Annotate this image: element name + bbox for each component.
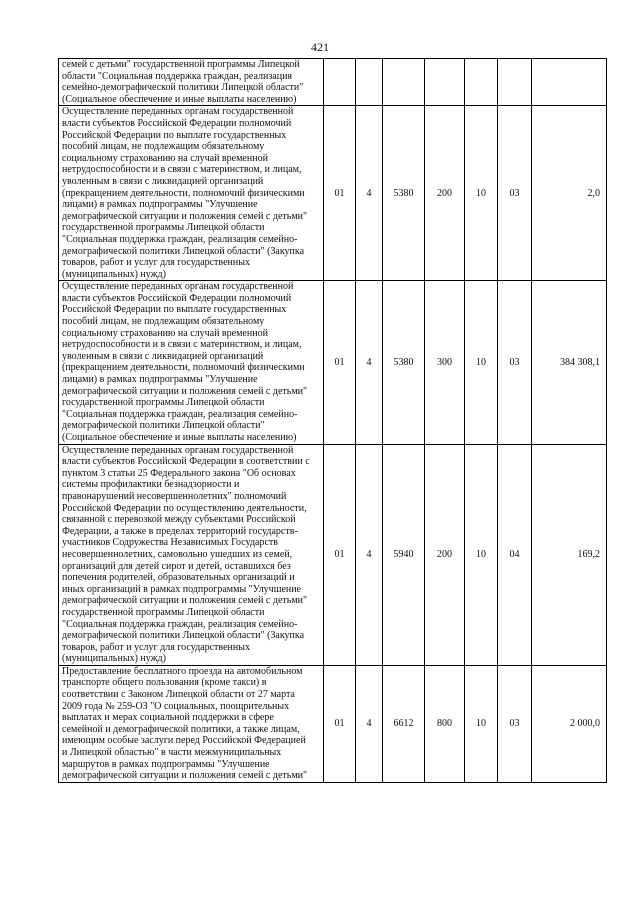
code-program-cell (356, 59, 383, 106)
description-line: демографической ситуации и положения семей с детьми" (62, 770, 308, 782)
description-line: (Социальное обеспечение и иные выплаты населению) (62, 93, 297, 105)
code-item-cell: 5940 (383, 444, 425, 665)
description-line: несовершеннолетних, самовольно ушедших из семей, (62, 548, 293, 560)
amount-cell: 384 308,1 (532, 281, 607, 444)
code-item-cell (383, 59, 425, 106)
description-line: (муниципальных) нужд) (62, 653, 166, 665)
code-program-cell: 4 (356, 665, 383, 782)
budget-table-body (59, 59, 607, 783)
description-line: Предоставление бесплатного проезда на автомобильном (62, 665, 303, 677)
description-line: демографической ситуации и положения семей с детьми" (62, 595, 308, 607)
code-ministry-cell: 01 (324, 444, 356, 665)
section-cell: 10 (465, 444, 498, 665)
expense-type-cell (425, 59, 465, 106)
description-line: организаций для детей сирот и детей, оставшихся без (62, 560, 291, 572)
description-line: власти субъектов Российской Федерации полномочий (62, 117, 292, 129)
description-line: Федерации, а также в пределах территорий государств- (62, 525, 298, 537)
description-line: выплатах и мерах социальной поддержки в сфере (62, 712, 274, 724)
description-line: Российской Федерации по выплате государственных (62, 304, 287, 316)
code-program-cell: 4 (356, 106, 383, 281)
code-ministry-cell: 01 (324, 281, 356, 444)
subsection-cell: 04 (498, 444, 532, 665)
description-line: товаров, работ и услуг для государственных (62, 257, 250, 269)
row-description (59, 281, 324, 444)
code-ministry-cell: 01 (324, 106, 356, 281)
description-line: Российской Федерации по осуществлению деятельности, (62, 502, 307, 514)
description-line: "Социальная поддержка граждан, реализация семейно- (62, 233, 298, 245)
section-cell: 10 (465, 281, 498, 444)
description-line: правонарушений несовершеннолетних" полномочий (62, 490, 287, 502)
table-row (59, 444, 607, 665)
description-line: (муниципальных) нужд) (62, 268, 166, 280)
description-line: пособий лицам, не подлежащим обязательному (62, 316, 265, 328)
description-line: (Социальное обеспечение и иные выплаты населению) (62, 432, 297, 443)
description-line: иных организаций в рамках подпрограммы "Улучшение (62, 583, 301, 595)
description-line: семейной и демографической политики, а также лицам, (62, 723, 300, 735)
subsection-cell: 03 (498, 106, 532, 281)
amount-cell: 169,2 (532, 444, 607, 665)
description-line: системы профилактики безнадзорности и (62, 479, 240, 491)
description-line: 2009 года № 259-ОЗ "О социальных, поощрительных (62, 700, 290, 712)
section-cell: 10 (465, 665, 498, 782)
section-cell (465, 59, 498, 106)
table-row (59, 106, 607, 281)
description-line: (прекращением деятельности, полномочий физическими (62, 187, 305, 199)
row-description (59, 106, 324, 281)
description-line: участников Содружества Независимых Государств (62, 537, 279, 549)
description-line: демографической политики Липецкой области" (Закупка (62, 245, 305, 257)
description-line: демографической политики Липецкой области" (62, 420, 265, 432)
table-row (59, 281, 607, 444)
description-line: пособий лицам, не подлежащим обязательному (62, 141, 265, 153)
table-row (59, 59, 607, 106)
code-ministry-cell (324, 59, 356, 106)
description-line: и Липецкой областью" в части межмуниципальных (62, 747, 282, 759)
description-line: государственной программы Липецкой области (62, 397, 265, 409)
description-line: государственной программы Липецкой области (62, 606, 265, 618)
section-cell: 10 (465, 106, 498, 281)
description-line: семейно-демографической политики Липецкой области" (62, 82, 304, 94)
description-line: уволенным в связи с ликвидацией организаций (62, 175, 264, 187)
row-description (59, 444, 324, 665)
budget-table (58, 58, 607, 783)
description-line: демографической ситуации и положения семей с детьми" (62, 210, 308, 222)
description-line: пунктом 3 статьи 25 Федерального закона "Об основах (62, 467, 296, 479)
description-line: попечения родителей, образовательных организаций и (62, 572, 295, 584)
amount-cell (532, 59, 607, 106)
row-description (59, 665, 324, 782)
subsection-cell: 03 (498, 665, 532, 782)
description-line: власти субъектов Российской Федерации полномочий (62, 292, 292, 304)
row-description (59, 59, 324, 106)
description-line: Российской Федерации по выплате государственных (62, 129, 287, 141)
page-number: 421 (311, 40, 329, 54)
description-line: (прекращением деятельности, полномочий физическими (62, 362, 305, 374)
description-line: соответствии с Законом Липецкой области от 27 марта (62, 689, 295, 701)
description-line: Осуществление переданных органам государственной (62, 281, 294, 293)
code-item-cell: 6612 (383, 665, 425, 782)
description-line: лицами) в рамках подпрограммы "Улучшение (62, 374, 258, 386)
amount-cell: 2 000,0 (532, 665, 607, 782)
code-item-cell: 5380 (383, 281, 425, 444)
expense-type-cell: 200 (425, 444, 465, 665)
description-line: области "Социальная поддержка граждан, реализация (62, 70, 293, 82)
code-program-cell: 4 (356, 281, 383, 444)
description-line: Осуществление переданных органам государственной (62, 444, 294, 456)
description-line: маршрутов в рамках подпрограммы "Улучшение (62, 758, 270, 770)
description-line: уволенным в связи с ликвидацией организаций (62, 350, 264, 362)
subsection-cell (498, 59, 532, 106)
description-line: семей с детьми" государственной программы Липецкой (62, 59, 300, 70)
table-row (59, 665, 607, 782)
description-line: Осуществление переданных органам государственной (62, 106, 294, 118)
expense-type-cell: 200 (425, 106, 465, 281)
amount-cell: 2,0 (532, 106, 607, 281)
description-line: власти субъектов Российской Федерации в соответствии с (62, 456, 310, 468)
description-line: социальному страхованию на случай временной (62, 327, 268, 339)
code-item-cell: 5380 (383, 106, 425, 281)
description-line: товаров, работ и услуг для государственных (62, 641, 250, 653)
code-program-cell: 4 (356, 444, 383, 665)
expense-type-cell: 800 (425, 665, 465, 782)
description-line: имеющим особые заслуги перед Российской Федерацией (62, 735, 306, 747)
description-line: государственной программы Липецкой области (62, 222, 265, 234)
expense-type-cell: 300 (425, 281, 465, 444)
description-line: лицами) в рамках подпрограммы "Улучшение (62, 199, 258, 211)
description-line: демографической политики Липецкой области" (Закупка (62, 630, 305, 642)
description-line: "Социальная поддержка граждан, реализация семейно- (62, 618, 298, 630)
description-line: связанной с перевозкой между субъектами Российской (62, 514, 296, 526)
description-line: транспорте общего пользования (кроме такси) в (62, 677, 267, 689)
description-line: нетрудоспособности и в связи с материнством, и лицам, (62, 339, 302, 351)
code-ministry-cell: 01 (324, 665, 356, 782)
description-line: "Социальная поддержка граждан, реализация семейно- (62, 408, 298, 420)
subsection-cell: 03 (498, 281, 532, 444)
description-line: демографической ситуации и положения семей с детьми" (62, 385, 308, 397)
description-line: социальному страхованию на случай временной (62, 152, 268, 164)
description-line: нетрудоспособности и в связи с материнством, и лицам, (62, 164, 302, 176)
